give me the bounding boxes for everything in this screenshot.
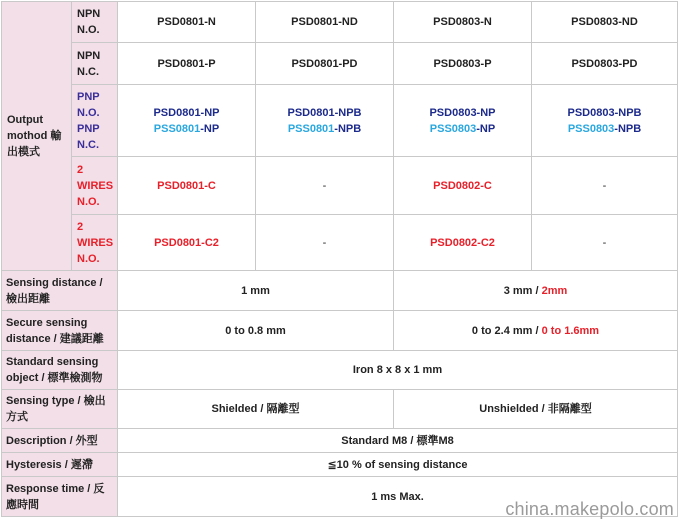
watermark: china.makepolo.com <box>505 499 674 519</box>
model-cell: PSD0801-ND <box>256 2 394 43</box>
model-cell: - <box>256 157 394 215</box>
table-row <box>2 157 678 215</box>
output-type-cell: NPN N.C. <box>72 43 118 85</box>
model-prefix: PSS0803 <box>429 122 477 135</box>
model-line: PSD0803-NPB <box>567 106 642 119</box>
value-main: 0 to 2.4 mm / <box>471 324 542 337</box>
model-cell <box>118 85 256 157</box>
sensing-type-label: Sensing type / 檢出方式 <box>2 390 118 429</box>
response-time-label: Response time / 反應時間 <box>2 477 118 517</box>
output-type-cell: NPN N.O. <box>72 2 118 43</box>
table-row <box>2 429 678 453</box>
model-cell: PSD0801-P <box>118 43 256 85</box>
table-row <box>2 43 678 85</box>
table-row <box>2 453 678 477</box>
value-main: 3 mm / <box>503 284 542 297</box>
model-prefix: PSS0801 <box>287 122 335 135</box>
model-cell: PSD0801-C2 <box>118 215 256 271</box>
spec-table <box>1 1 678 517</box>
secure-sensing-unshielded <box>394 311 678 351</box>
output-type-cell: 2 WIRES N.O. <box>72 215 118 271</box>
response-time-value: 1 ms Max. <box>118 477 678 517</box>
model-cell: PSD0802-C <box>394 157 532 215</box>
model-prefix: PSS0803 <box>567 122 615 135</box>
output-type-line: PNP N.O. <box>77 90 100 119</box>
table-row <box>2 311 678 351</box>
model-cell: - <box>532 157 678 215</box>
table-row <box>2 215 678 271</box>
model-suffix: -NP <box>200 122 220 135</box>
model-cell <box>256 85 394 157</box>
sensing-distance-unshielded <box>394 271 678 311</box>
table-row <box>2 2 678 43</box>
table-row <box>2 390 678 429</box>
table-row <box>2 85 678 157</box>
value-highlight: 2mm <box>541 284 568 297</box>
sensing-type-shielded: Shielded / 隔離型 <box>118 390 394 429</box>
model-cell: PSD0803-P <box>394 43 532 85</box>
model-cell: PSD0801-N <box>118 2 256 43</box>
model-prefix: PSS0801 <box>153 122 201 135</box>
hysteresis-label: Hysteresis / 遲滯 <box>2 453 118 477</box>
output-type-line: PNP N.C. <box>77 122 100 151</box>
table-row <box>2 271 678 311</box>
sensing-distance-label: Sensing distance / 檢出距離 <box>2 271 118 311</box>
model-suffix: -NP <box>476 122 496 135</box>
model-cell: PSD0801-PD <box>256 43 394 85</box>
sensing-distance-shielded: 1 mm <box>118 271 394 311</box>
model-cell <box>394 85 532 157</box>
secure-sensing-shielded: 0 to 0.8 mm <box>118 311 394 351</box>
output-type-cell <box>72 85 118 157</box>
standard-object-value: Iron 8 x 8 x 1 mm <box>118 351 678 390</box>
model-cell: PSD0803-ND <box>532 2 678 43</box>
model-cell: - <box>256 215 394 271</box>
value-highlight: 0 to 1.6mm <box>541 324 600 337</box>
model-suffix: -NPB <box>614 122 642 135</box>
model-line: PSD0801-NP <box>153 106 220 119</box>
model-cell <box>532 85 678 157</box>
model-cell: PSD0803-PD <box>532 43 678 85</box>
description-label: Description / 外型 <box>2 429 118 453</box>
model-cell: - <box>532 215 678 271</box>
output-type-cell: 2 WIRES N.O. <box>72 157 118 215</box>
hysteresis-value: ≦10 % of sensing distance <box>118 453 678 477</box>
output-method-label: Output mothod 輸出模式 <box>2 2 72 271</box>
description-value: Standard M8 / 標準M8 <box>118 429 678 453</box>
secure-sensing-label: Secure sensing distance / 建議距離 <box>2 311 118 351</box>
sensing-type-unshielded: Unshielded / 非隔離型 <box>394 390 678 429</box>
table-row <box>2 351 678 390</box>
model-suffix: -NPB <box>334 122 362 135</box>
model-line: PSD0801-NPB <box>287 106 362 119</box>
model-cell: PSD0801-C <box>118 157 256 215</box>
model-line: PSD0803-NP <box>429 106 496 119</box>
model-cell: PSD0803-N <box>394 2 532 43</box>
model-cell: PSD0802-C2 <box>394 215 532 271</box>
standard-object-label: Standard sensing object / 標準檢測物 <box>2 351 118 390</box>
